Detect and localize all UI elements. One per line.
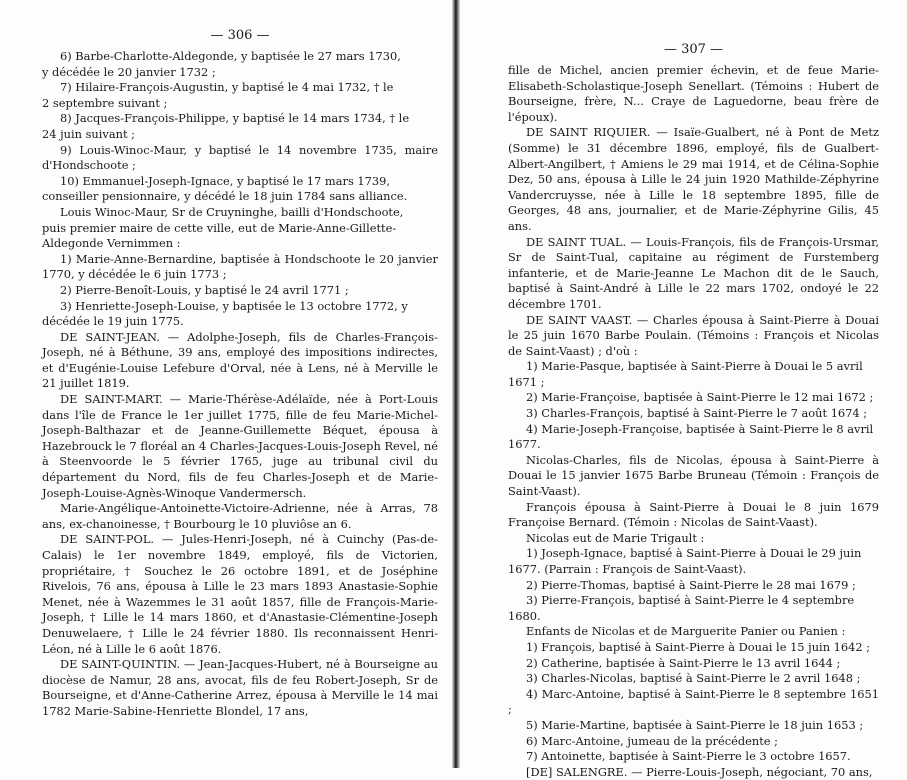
book-gutter [452,0,460,768]
paragraph: 1) Marie-Anne-Bernardine, baptisée à Hondschoote le 20 janvier 1770, y décédée le 6 juin 1773 ; [42,251,438,282]
paragraph: 7) Hilaire-François-Augustin, y baptisé le 4 mai 1732, † le 2 septembre suivant ; [42,80,394,110]
paragraph: DE SAINT-MART. — Marie-Thérèse-Adélaïde, née à Port-Louis dans l'île de France le 1er juillet 1775, fille de feu Marie-Michel-Joseph-Balthazar et de Jeanne-Guillemette Béquet, épousa à Hazebrouck le 7 floréal an 4 Charles-Jacques-Louis-Joseph Revel, né à Steenvoorde le 5 février 1765, juge au tribunal civil du département du Nord, fils de feu Charles-Joseph et de Marie-Joseph-Louise-Agnès-Winoque Vandermersch. [42,392,438,500]
paragraph: [DE] SALENGRE. — Pierre-Louis-Joseph, négociant, 70 ans, [526,764,873,779]
paragraph: Louis Winoc-Maur, Sr de Cruyninghe, bailli d'Hondschoote, puis premier maire de cette ville, eut de Marie-Anne-Gillette- Aldegonde Vernimmen : [42,204,404,251]
paragraph: DE SAINT RIQUIER. — Isaïe-Gualbert, né à Pont de Metz (Somme) le 31 décembre 1896, employé, fils de Gualbert-Albert-Angilbert, † Amiens le 29 mai 1914, et de Célina-Sophie Dez, 50 ans, épousa à Lille le 24 juin 1920 Mathilde-Zéphyrine Vandercruysse, née à Lille le 18 septembre 1895, fille de Georges, 48 ans, journalier, et de Marie-Zéphyrine Gilis, 45 ans. [508,125,879,233]
paragraph: 8) Jacques-François-Philippe, y baptisé le 14 mars 1734, † le 24 juin suivant ; [42,111,410,141]
paragraph: 10) Emmanuel-Joseph-Ignace, y baptisé le 17 mars 1739, conseiller pensionnaire, y décédé le 18 juin 1784 sans alliance. [42,173,408,204]
paragraph: 1) Marie-Pasque, baptisée à Saint-Pierre à Douai le 5 avril 1671 ; [508,359,863,389]
paragraph: 3) Pierre-François, baptisé à Saint-Pierre le 4 septembre 1680. [508,593,855,623]
left-page [0,0,452,768]
paragraph: DE SAINT VAAST. — Charles épousa à Saint-Pierre à Douai le 25 juin 1670 Barbe Poulain. (Témoins : François et Nicolas de Saint-Vaast) ; d'où : [508,312,879,358]
paragraph: 3) Charles-François, baptisé à Saint-Pierre le 7 août 1674 ; [526,406,868,421]
paragraph: François épousa à Saint-Pierre à Douai le 8 juin 1679 Françoise Bernard. (Témoin : Nicolas de Saint-Vaast). [508,499,879,530]
paragraph: 3) Charles-Nicolas, baptisé à Saint-Pierre le 2 avril 1648 ; [526,671,861,686]
paragraph: DE SAINT-POL. — Jules-Henri-Joseph, né à Cuinchy (Pas-de-Calais) le 1er novembre 1849, employé, fils de Victorien, propriétaire, † Souchez le 26 octobre 1891, et de Joséphine Rivelois, 76 ans, épousa à Lille le 23 mars 1893 Anastasie-Sophie Menet, née à Wazemmes le 31 août 1857, fille de François-Marie-Joseph, † Lille le 14 mars 1860, et d'Anastasie-Clémentine-Joseph Denuwelaere, † Lille le 24 février 1880. Ils reconnaissent Henri-Léon, né à Lille le 6 août 1876. [42,532,438,656]
paragraph: Nicolas-Charles, fils de Nicolas, épousa à Saint-Pierre à Douai le 15 janvier 1675 Barbe Bruneau (Témoin : François de Saint-Vaast). [508,452,879,499]
paragraph: 9) Louis-Winoc-Maur, y baptisé le 14 novembre 1735, maire d'Hondschoote ; [42,142,438,173]
page-number-right: — 307 — [663,42,724,57]
page-number-left: — 306 — [210,28,270,43]
paragraph: 7) Antoinette, baptisée à Saint-Pierre le 3 octobre 1657. [526,749,851,764]
paragraph: 6) Marc-Antoine, jumeau de la précédente ; [526,733,779,748]
paragraph: DE SAINT-QUINTIN. — Jean-Jacques-Hubert, né à Bourseigne au diocèse de Namur, 28 ans, avocat, fils de feu Robert-Joseph, Sr de Bourseigne, et d'Anne-Catherine Arrez, épousa à Merville le 14 mai 1782 Marie-Sabine-Henriette Blondel, 17 ans, [42,657,438,718]
paragraph: 5) Marie-Martine, baptisée à Saint-Pierre le 18 juin 1653 ; [526,717,864,732]
paragraph: DE SAINT TUAL. — Louis-François, fils de François-Ursmar, Sr de Saint-Tual, capitaine au régiment de Furstemberg infanterie, et de Marie-Jeanne Le Machon dit de le Sauch, baptisé à Saint-André à Lille le 22 mars 1702, ondoyé le 22 décembre 1701. [508,234,879,311]
paragraph: 1) François, baptisé à Saint-Pierre à Douai le 15 juin 1642 ; [526,639,871,654]
paragraph: fille de Michel, ancien premier échevin, et de feue Marie-Elisabeth-Scholastique-Joseph Senellart. (Témoins : Hubert de Bourseigne, frère, N... Craye de Laguedorne, beau frère de l'époux). [508,63,879,124]
paragraph: 1) Joseph-Ignace, baptisé à Saint-Pierre à Douai le 29 juin 1677. (Parrain : François de Saint-Vaast). [508,546,862,576]
paragraph: Nicolas eut de Marie Trigault : [526,530,705,545]
paragraph: DE SAINT-JEAN. — Adolphe-Joseph, fils de Charles-François-Joseph, né à Béthune, 39 ans, employé des impositions indirectes, et d'Eugénie-Louise Lefebure d'Orval, née à Lens, né à Merville le 21 juillet 1819. [42,329,438,391]
paragraph: 2) Catherine, baptisée à Saint-Pierre le 13 avril 1644 ; [526,655,841,670]
paragraph: 2) Pierre-Benoît-Louis, y baptisé le 24 avril 1771 ; [60,282,349,297]
left-page-body [42,49,438,720]
paragraph: 3) Henriette-Joseph-Louise, y baptisée le 13 octobre 1772, y décédée le 19 juin 1775. [42,298,408,329]
paragraph: 2) Marie-Françoise, baptisée à Saint-Pierre le 12 mai 1672 ; [526,390,874,405]
right-page-body [508,63,879,780]
paragraph: Marie-Angélique-Antoinette-Victoire-Adrienne, née à Arras, 78 ans, ex-chanoinesse, † Bourbourg le 10 pluviôse an 6. [42,501,438,531]
paragraph: 4) Marc-Antoine, baptisé à Saint-Pierre le 8 septembre 1651 ; [508,686,879,717]
paragraph: 4) Marie-Joseph-Françoise, baptisée à Saint-Pierre le 8 avril 1677. [508,421,874,452]
paragraph: Enfants de Nicolas et de Marguerite Panier ou Panien : [526,624,846,639]
paragraph: 6) Barbe-Charlotte-Aldegonde, y baptisée le 27 mars 1730, y décédée le 20 janvier 1732 ; [42,49,401,79]
right-page [460,0,907,779]
paragraph: 2) Pierre-Thomas, baptisé à Saint-Pierre le 28 mai 1679 ; [526,577,856,592]
